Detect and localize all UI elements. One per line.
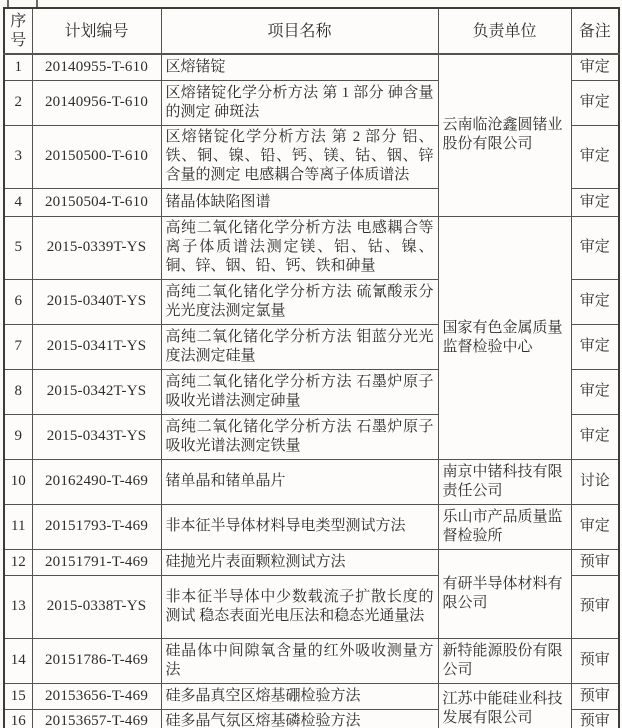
unit-cell: 乐山市产品质量监督检验所 [438, 504, 571, 549]
table-row [4, 683, 619, 709]
table-row [4, 504, 619, 549]
remark-cell: 审定 [571, 80, 619, 125]
plan-cell: 2015-0341T-YS [32, 324, 161, 369]
project-cell: 高纯二氧化锗化学分析方法 硫氰酸汞分光光度法测定氯量 [161, 279, 438, 324]
remark-cell: 审定 [571, 369, 619, 414]
project-cell: 高纯二氧化锗化学分析方法 石墨炉原子吸收光谱法测定砷量 [161, 369, 438, 414]
plan-cell: 20140956-T-610 [32, 80, 161, 125]
remark-cell: 审定 [571, 54, 619, 80]
project-cell: 硅多晶气氛区熔基磷检验方法 [161, 709, 438, 728]
plan-cell: 20151793-T-469 [32, 504, 161, 549]
table-row [4, 549, 619, 575]
remark-cell: 审定 [571, 216, 619, 279]
project-cell: 硅抛光片表面颗粒测试方法 [161, 549, 438, 575]
seq-cell: 10 [4, 459, 32, 504]
remark-cell: 预审 [571, 575, 619, 638]
plan-cell: 20150500-T-610 [32, 125, 161, 188]
project-cell: 区熔锗锭化学分析方法 第 1 部分 砷含量的测定 砷斑法 [161, 80, 438, 125]
seq-cell: 9 [4, 414, 32, 459]
seq-cell: 8 [4, 369, 32, 414]
remark-cell: 审定 [571, 188, 619, 216]
project-cell: 区熔锗锭 [161, 54, 438, 80]
plan-cell: 2015-0340T-YS [32, 279, 161, 324]
unit-cell: 国家有色金属质量监督检验中心 [438, 216, 571, 459]
plan-cell: 20151786-T-469 [32, 638, 161, 683]
plan-cell: 2015-0339T-YS [32, 216, 161, 279]
project-cell: 非本征半导体材料导电类型测试方法 [161, 504, 438, 549]
plan-cell: 20153656-T-469 [32, 683, 161, 709]
col-header-seq: 序号 [4, 8, 32, 54]
seq-cell: 2 [4, 80, 32, 125]
remark-cell: 预审 [571, 683, 619, 709]
project-cell: 高纯二氧化锗化学分析方法 电感耦合等离子体质谱法测定镁、铝、钴、镍、铜、锌、铟、铅、钙、铁和砷量 [161, 216, 438, 279]
seq-cell: 6 [4, 279, 32, 324]
unit-cell: 有研半导体材料有限公司 [438, 549, 571, 638]
project-cell: 锗单晶和锗单晶片 [161, 459, 438, 504]
project-cell: 区熔锗锭化学分析方法 第 2 部分 铝、铁、铜、镍、铅、钙、镁、钴、铟、锌含量的测定 电感耦合等离子体质谱法 [161, 125, 438, 188]
remark-cell: 预审 [571, 549, 619, 575]
seq-cell: 1 [4, 54, 32, 80]
seq-cell: 14 [4, 638, 32, 683]
unit-cell: 南京中锗科技有限责任公司 [438, 459, 571, 504]
plan-cell: 20151791-T-469 [32, 549, 161, 575]
project-cell: 高纯二氧化锗化学分析方法 钼蓝分光光度法测定硅量 [161, 324, 438, 369]
seq-cell: 7 [4, 324, 32, 369]
plan-cell: 20140955-T-610 [32, 54, 161, 80]
plan-cell: 20162490-T-469 [32, 459, 161, 504]
plan-cell: 20153657-T-469 [32, 709, 161, 728]
table-row [4, 216, 619, 279]
remark-cell: 预审 [571, 709, 619, 728]
seq-cell: 16 [4, 709, 32, 728]
seq-cell: 4 [4, 188, 32, 216]
seq-cell: 5 [4, 216, 32, 279]
remark-cell: 审定 [571, 125, 619, 188]
project-cell: 硅多晶真空区熔基硼检验方法 [161, 683, 438, 709]
project-cell: 硅晶体中间隙氧含量的红外吸收测量方法 [161, 638, 438, 683]
table-row [4, 638, 619, 683]
project-cell: 非本征半导体中少数载流子扩散长度的测试 稳态表面光电压法和稳态光通量法 [161, 575, 438, 638]
project-cell: 锗晶体缺陷图谱 [161, 188, 438, 216]
remark-cell: 讨论 [571, 459, 619, 504]
seq-cell: 12 [4, 549, 32, 575]
plan-cell: 20150504-T-610 [32, 188, 161, 216]
col-header-plan: 计划编号 [32, 8, 161, 54]
seq-cell: 15 [4, 683, 32, 709]
col-header-project: 项目名称 [161, 8, 438, 54]
col-header-remark: 备注 [571, 8, 619, 54]
project-cell: 高纯二氧化锗化学分析方法 石墨炉原子吸收光谱法测定铁量 [161, 414, 438, 459]
table-header-row [4, 8, 619, 54]
remark-cell: 预审 [571, 638, 619, 683]
remark-cell: 审定 [571, 414, 619, 459]
seq-cell: 13 [4, 575, 32, 638]
seq-cell: 3 [4, 125, 32, 188]
unit-cell: 江苏中能硅业科技发展有限公司 [438, 683, 571, 728]
unit-cell: 新特能源股份有限公司 [438, 638, 571, 683]
col-header-unit: 负责单位 [438, 8, 571, 54]
remark-cell: 审定 [571, 504, 619, 549]
plan-cell: 2015-0342T-YS [32, 369, 161, 414]
remark-cell: 审定 [571, 279, 619, 324]
table-row [4, 54, 619, 80]
table-row [4, 459, 619, 504]
seq-cell: 11 [4, 504, 32, 549]
plan-cell: 2015-0338T-YS [32, 575, 161, 638]
plan-cell: 2015-0343T-YS [32, 414, 161, 459]
unit-cell: 云南临沧鑫圆锗业股份有限公司 [438, 54, 571, 216]
standards-plan-table [3, 7, 620, 728]
remark-cell: 审定 [571, 324, 619, 369]
